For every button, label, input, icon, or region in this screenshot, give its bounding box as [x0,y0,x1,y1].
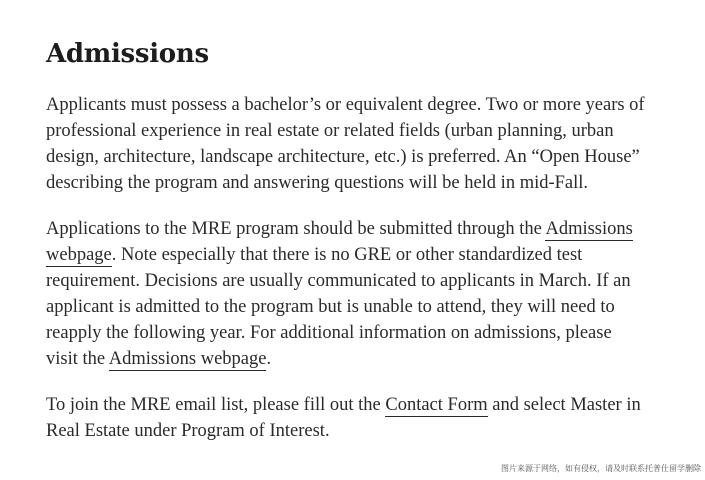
admissions-webpage-link-2[interactable]: Admissions webpage [108,349,267,369]
requirements-paragraph [46,92,646,196]
admissions-section [46,38,646,464]
requirements-text: Applicants must possess a bachelor’s or equivalent degree. Two or more years of professional experience in real estate or related fields (urban planning, urban design, architecture, landscape architecture, etc.) is preferred. An “Open House” describing the program and answering questions will be held in mid-Fall. [46,95,645,193]
application-text-middle: . Note especially that there is no GRE or other standardized test requirement. Decisions are usually communicated to applicants in March. If an applicant is admitted to the program but is unable to attend, they will need to reapply the following year. For additional information on admissions, please visit the [46,245,631,369]
contact-form-link[interactable]: Contact Form [385,395,488,415]
application-text-end: . [266,349,272,369]
section-title: Admissions [46,39,209,69]
email-list-text-start: To join the MRE email list, please fill out the [46,395,386,415]
application-text-start: Applications to the MRE program should be submitted through the [46,219,546,239]
email-list-text-end: and select Master in Real Estate under Program of Interest. [46,395,641,441]
application-paragraph [46,216,646,372]
admissions-webpage-link[interactable]: Admissions webpage [46,219,633,265]
image-source-watermark: 图片来源于网络，如有侵权，请及时联系托普仕留学删除 [501,464,701,473]
email-list-paragraph [46,392,646,444]
